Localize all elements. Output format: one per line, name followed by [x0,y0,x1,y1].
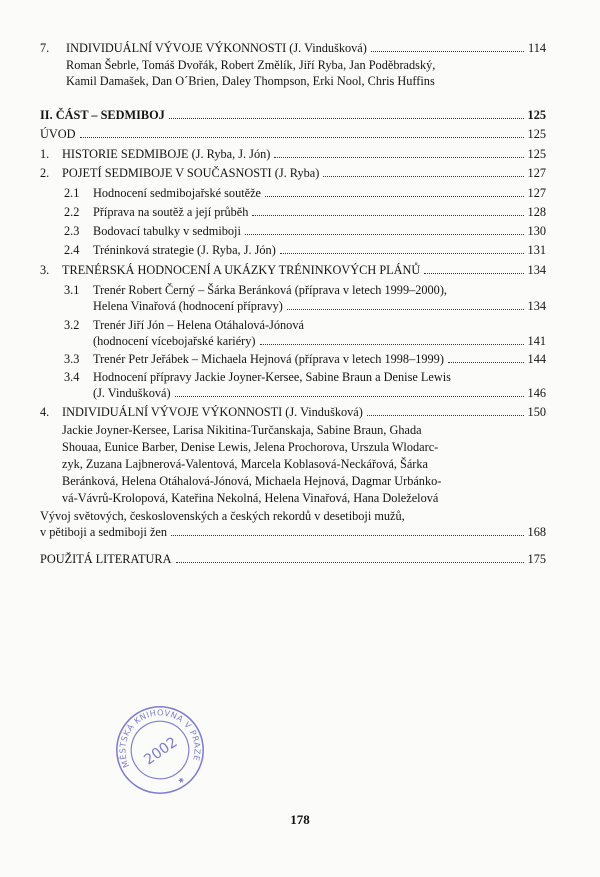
toc-literature [40,552,546,567]
entry-page: 127 [527,166,546,180]
entry-title: Helena Vinařová (hodnocení přípravy) [93,299,283,313]
leader-dots [448,361,524,363]
entry-title: POUŽITÁ LITERATURA [40,552,172,566]
part-page: 125 [527,108,546,122]
leader-dots [280,252,524,254]
entry-page: 131 [527,243,546,257]
toc-uvod [40,127,546,142]
toc-section-3-2-number: 3.2 [64,318,80,332]
toc-section-2-3 [64,224,546,239]
entry-title: INDIVIDUÁLNÍ VÝVOJE VÝKONNOSTI (J. Vindušková) [66,41,367,55]
part-title: II. ČÁST – SEDMIBOJ [40,108,165,122]
leader-dots [171,534,524,536]
leader-dots [424,272,523,274]
leader-dots [274,156,523,158]
leader-dots [260,343,524,345]
entry-title: v pětiboji a sedmiboji žen [40,525,168,539]
leader-dots [287,308,524,310]
entry-title: Bodovací tabulky v sedmiboji [93,224,241,238]
toc-section-3-4 [93,386,546,401]
entry-page: 134 [527,263,546,277]
toc-section-3-1 [93,299,546,314]
toc-section-2-1 [64,186,546,201]
toc-section-4 [40,405,546,420]
leader-dots [80,136,524,138]
leader-dots [367,414,524,416]
toc-section-2-4 [64,243,546,258]
toc-records-line-1: Vývoj světových, československých a českých rekordů v desetiboji mužů, [40,509,405,523]
leader-dots [176,561,524,563]
entry-page: 144 [527,352,546,366]
entry-page: 175 [527,552,546,566]
toc-section-3 [40,263,546,278]
toc-section-2-2 [64,205,546,220]
toc-section-1 [40,147,546,162]
entry-page: 125 [527,147,546,161]
library-stamp [112,702,208,798]
entry-page: 125 [527,127,546,141]
entry-page: 134 [527,299,546,313]
entry-title: Příprava na soutěž a její průběh [93,205,249,219]
leader-dots [252,214,523,216]
toc-section-3-4-line-1: Hodnocení přípravy Jackie Joyner-Kersee, Sabine Braun a Denise Lewis [93,370,451,384]
entry-number: 2. [40,166,50,180]
entry-page: 168 [527,525,546,539]
entry-title: (J. Vindušková) [93,386,171,400]
section-4-names-line-4: Beránková, Helena Otáhalová-Jónová, Michaela Hejnová, Dagmar Urbánko- [62,474,442,488]
entry-page: 127 [527,186,546,200]
section-4-names-line-1: Jackie Joyner-Kersee, Larisa Nikitina-Turčanskaja, Sabine Braun, Ghada [62,423,422,437]
entry-number: 2.2 [64,205,80,219]
leader-dots [245,233,524,235]
entry-number: 2.4 [64,243,80,257]
toc-section-3-4-number: 3.4 [64,370,80,384]
toc-part-2 [40,108,546,123]
entry-title: POJETÍ SEDMIBOJE V SOUČASNOSTI (J. Ryba) [62,166,320,180]
entry-page: 141 [527,334,546,348]
leader-dots [323,175,523,177]
leader-dots [371,50,524,52]
toc-section-3-3 [64,352,546,367]
page-number: 178 [290,812,310,827]
entry-page: 150 [527,405,546,419]
leader-dots [169,117,524,119]
entry-title: (hodnocení vícebojařské kariéry) [93,334,256,348]
toc-entry-7 [40,41,546,56]
toc-section-3-2-line-1: Trenér Jiří Jón – Helena Otáhalová-Jónová [93,318,304,332]
entry-title: Tréninková strategie (J. Ryba, J. Jón) [93,243,276,257]
leader-dots [175,395,524,397]
section-4-names-line-3: zyk, Zuzana Lajbnerová-Valentová, Marcela Koblasová-Neckářová, Šárka [62,457,429,471]
stamp-year: 2002 [141,734,181,769]
entry-page: 128 [527,205,546,219]
entry-title: TRENÉRSKÁ HODNOCENÍ A UKÁZKY TRÉNINKOVÝCH PLÁNŮ [62,263,421,277]
section-4-names-line-2: Shouaa, Eunice Barber, Denise Lewis, Jelena Prochorova, Urszula Wlodarc- [62,440,439,454]
toc-section-3-1-line-1: Trenér Robert Černý – Šárka Beránková (příprava v letech 1999–2000), [93,283,448,297]
section-4-names-line-5: vá-Vávrů-Krolopová, Kateřina Nekolná, Helena Vinařová, Hana Doleželová [62,491,439,505]
stamp-star-icon: ✱ [176,775,187,786]
entry-title: ÚVOD [40,127,76,141]
entry-number: 7. [40,41,50,55]
leader-dots [265,195,524,197]
entry-number: 2.3 [64,224,80,238]
toc-records [40,525,546,540]
entry-page: 146 [527,386,546,400]
stamp-arc-text: MĚSTSKÁ KNIHOVNA V PRAZE [117,707,203,770]
entry-page: 130 [527,224,546,238]
toc-section-3-1-number: 3.1 [64,283,80,297]
entry-title: INDIVIDUÁLNÍ VÝVOJE VÝKONNOSTI (J. Vindušková) [62,405,363,419]
entry-7-names-line-1: Roman Šebrle, Tomáš Dvořák, Robert Změlík, Jiří Ryba, Jan Poděbradský, [66,58,436,72]
entry-7-names-line-2: Kamil Damašek, Dan O´Brien, Daley Thompson, Erki Nool, Chris Huffins [66,74,435,88]
entry-number: 3. [40,263,50,277]
entry-title: HISTORIE SEDMIBOJE (J. Ryba, J. Jón) [62,147,271,161]
entry-page: 114 [528,41,546,55]
toc-section-3-2 [93,334,546,349]
entry-number: 1. [40,147,50,161]
entry-number: 3.3 [64,352,80,366]
entry-number: 2.1 [64,186,80,200]
entry-number: 4. [40,405,50,419]
entry-title: Hodnocení sedmibojařské soutěže [93,186,262,200]
toc-section-2 [40,166,546,181]
entry-title: Trenér Petr Jeřábek – Michaela Hejnová (příprava v letech 1998–1999) [93,352,444,366]
